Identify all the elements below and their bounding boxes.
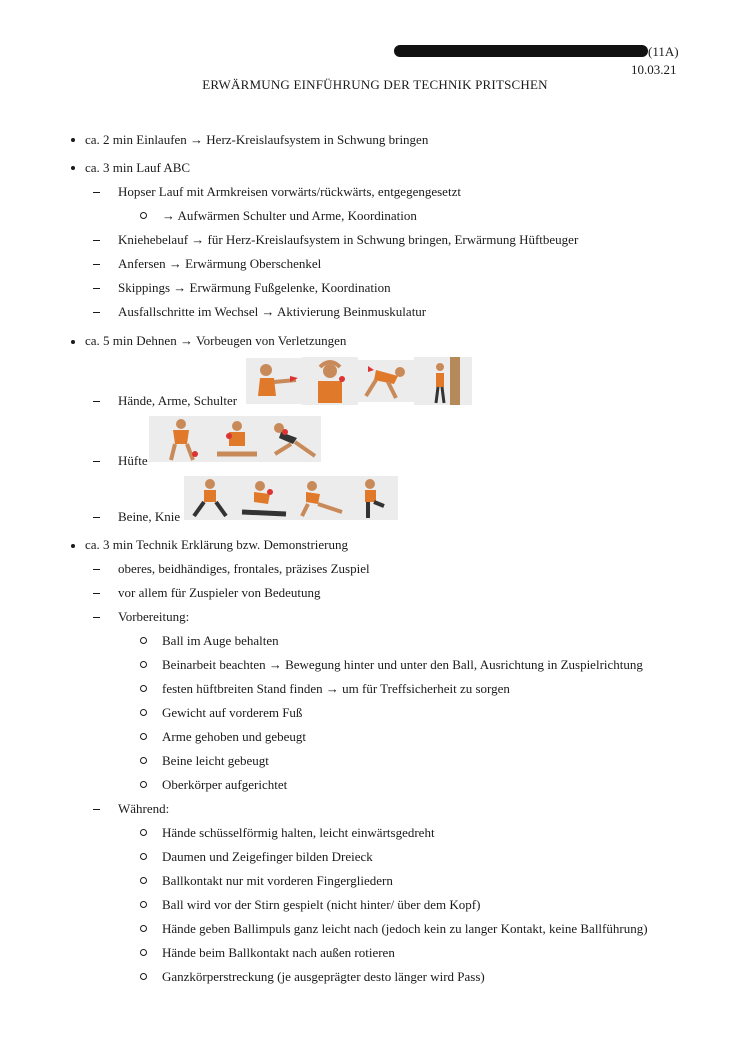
- dash-icon: [93, 288, 100, 289]
- list-item: Hände, Arme, Schulter: [118, 393, 238, 408]
- list-item: ca. 3 min Lauf ABC: [85, 160, 191, 175]
- circle-bullet-icon: [140, 733, 147, 740]
- dash-icon: [93, 461, 100, 462]
- dash-icon: [93, 240, 100, 241]
- list-item: oberes, beidhändiges, frontales, präzises Zuspiel: [118, 561, 370, 576]
- dash-icon: [93, 809, 100, 810]
- list-item: Ausfallschritte im Wechsel → Aktivierung Beinmuskulatur: [118, 304, 427, 319]
- list-item: Gewicht auf vorderem Fuß: [162, 705, 303, 720]
- circle-bullet-icon: [140, 212, 147, 219]
- circle-bullet-icon: [140, 853, 147, 860]
- list-item: Kniehebelauf → für Herz-Kreislaufsystem in Schwung bringen, Erwärmung Hüftbeuger: [118, 232, 579, 247]
- list-item: Beinarbeit beachten → Bewegung hinter und unter den Ball, Ausrichtung in Zuspielrichtung: [162, 657, 643, 672]
- circle-bullet-icon: [140, 757, 147, 764]
- stretch-photo: [358, 360, 414, 402]
- date: 10.03.21: [631, 62, 677, 77]
- stretch-photo: [246, 358, 302, 404]
- circle-bullet-icon: [140, 949, 147, 956]
- list-item: Beine leicht gebeugt: [162, 753, 269, 768]
- circle-bullet-icon: [140, 685, 147, 692]
- list-item: Ganzkörperstreckung (je ausgeprägter desto länger wird Pass): [162, 969, 485, 984]
- stretch-photo: [346, 476, 398, 520]
- list-item: → Aufwärmen Schulter und Arme, Koordination: [162, 208, 417, 223]
- bullet-icon: [71, 544, 75, 548]
- stretch-photo: [414, 357, 472, 405]
- list-item: Hände geben Ballimpuls ganz leicht nach (jedoch kein zu langer Kontakt, keine Ballführung): [162, 921, 648, 936]
- dash-icon: [93, 517, 100, 518]
- circle-bullet-icon: [140, 661, 147, 668]
- list-item: Anfersen → Erwärmung Oberschenkel: [118, 256, 322, 271]
- stretch-photo: [292, 476, 346, 520]
- stretch-photo: [209, 416, 265, 462]
- list-item: ca. 2 min Einlaufen → Herz-Kreislaufsystem in Schwung bringen: [85, 132, 429, 147]
- circle-bullet-icon: [140, 709, 147, 716]
- bullet-icon: [71, 138, 75, 142]
- stretch-photo: [236, 476, 292, 520]
- list-item: Beine, Knie: [118, 509, 181, 524]
- list-item: Vorbereitung:: [118, 609, 190, 624]
- circle-bullet-icon: [140, 829, 147, 836]
- list-item: Hopser Lauf mit Armkreisen vorwärts/rückwärts, entgegengesetzt: [118, 184, 461, 199]
- list-item: Ball wird vor der Stirn gespielt (nicht hinter/ über dem Kopf): [162, 897, 481, 912]
- stretch-photo: [265, 416, 321, 462]
- stretch-photo: [184, 476, 236, 520]
- list-item: Ball im Auge behalten: [162, 633, 279, 648]
- stretch-photo: [302, 357, 358, 405]
- circle-bullet-icon: [140, 637, 147, 644]
- list-item: Arme gehoben und gebeugt: [162, 729, 307, 744]
- list-item: Hände schüsselförmig halten, leicht einwärtsgedreht: [162, 825, 435, 840]
- page-title: ERWÄRMUNG EINFÜHRUNG DER TECHNIK PRITSCHEN: [202, 77, 548, 92]
- list-item: Hüfte: [118, 453, 148, 468]
- circle-bullet-icon: [140, 901, 147, 908]
- stretch-photo: [149, 416, 209, 462]
- circle-bullet-icon: [140, 877, 147, 884]
- redacted-name: [394, 45, 648, 57]
- list-item: Skippings → Erwärmung Fußgelenke, Koordination: [118, 280, 391, 295]
- bullet-icon: [71, 166, 75, 170]
- circle-bullet-icon: [140, 973, 147, 980]
- dash-icon: [93, 617, 100, 618]
- list-item: Während:: [118, 801, 170, 816]
- dash-icon: [93, 192, 100, 193]
- list-item: Ballkontakt nur mit vorderen Fingergliedern: [162, 873, 393, 888]
- dash-icon: [93, 264, 100, 265]
- dash-icon: [93, 593, 100, 594]
- list-item: ca. 3 min Technik Erklärung bzw. Demonstrierung: [85, 537, 348, 552]
- list-item: ca. 5 min Dehnen → Vorbeugen von Verletzungen: [85, 333, 347, 348]
- list-item: vor allem für Zuspieler von Bedeutung: [118, 585, 321, 600]
- bullet-icon: [71, 340, 75, 344]
- dash-icon: [93, 569, 100, 570]
- class-label: (11A): [648, 44, 679, 59]
- circle-bullet-icon: [140, 781, 147, 788]
- list-item: festen hüftbreiten Stand finden → um für Treffsicherheit zu sorgen: [162, 681, 510, 696]
- circle-bullet-icon: [140, 925, 147, 932]
- list-item: Oberkörper aufgerichtet: [162, 777, 288, 792]
- dash-icon: [93, 312, 100, 313]
- list-item: Daumen und Zeigefinger bilden Dreieck: [162, 849, 373, 864]
- dash-icon: [93, 401, 100, 402]
- list-item: Hände beim Ballkontakt nach außen rotieren: [162, 945, 395, 960]
